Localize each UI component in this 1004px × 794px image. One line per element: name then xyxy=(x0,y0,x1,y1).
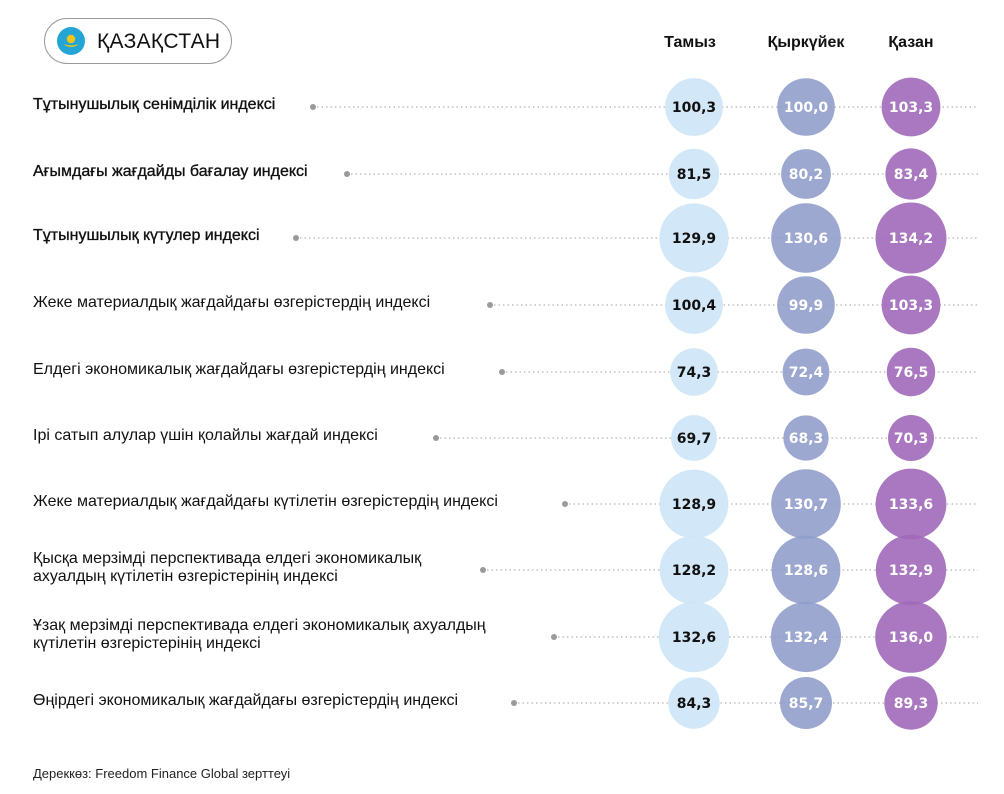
row-label-line: Елдегі экономикалық жағдайдағы өзгерістердің индексі xyxy=(33,361,445,378)
row-label-line: Ағымдағы жағдайды бағалау индексі xyxy=(33,163,308,180)
row-marker-dot xyxy=(562,501,568,507)
bubble-value-label: 76,5 xyxy=(893,365,929,381)
bubble-value-label: 133,6 xyxy=(888,497,934,513)
bubble-value-label: 69,7 xyxy=(676,431,712,447)
row-label-line: Жеке материалдық жағдайдағы өзгерістердің индексі xyxy=(33,294,431,311)
bubble-value-label: 128,6 xyxy=(783,563,829,579)
bubble-value-label: 103,3 xyxy=(888,100,934,116)
country-name: ҚАЗАҚСТАН xyxy=(97,30,221,53)
row-label xyxy=(33,617,486,653)
row-label-line: Тұтынушылық күтулер индексі xyxy=(33,227,260,244)
row-label-line: күтілетін өзгерістерінің индексі xyxy=(33,635,261,652)
row-label xyxy=(33,493,498,511)
bubble-value-label: 136,0 xyxy=(888,630,934,646)
row-label xyxy=(33,361,445,379)
row-label-line: Өңірдегі экономикалық жағдайдағы өзгерістердің индексі xyxy=(33,692,459,709)
row-label xyxy=(33,692,458,710)
row-marker-dot xyxy=(310,104,316,110)
row-label-line: Тұтынушылық сенімділік индексі xyxy=(33,96,276,113)
row-marker-dot xyxy=(511,700,517,706)
row-label-line: Ірі сатып алулар үшін қолайлы жағдай индексі xyxy=(33,427,378,444)
bubble-value-label: 128,2 xyxy=(671,563,717,579)
row-label-line: Ұзақ мерзімді перспективада елдегі экономикалық ахуалдың xyxy=(33,617,486,634)
row-label xyxy=(33,227,260,245)
bubble-value-label: 132,4 xyxy=(783,630,829,646)
bubble-value-label: 128,9 xyxy=(671,497,717,513)
bubble-value-label: 99,9 xyxy=(788,298,824,314)
row-marker-dot xyxy=(293,235,299,241)
bubble-value-label: 129,9 xyxy=(671,231,717,247)
row-label-line: Жеке материалдық жағдайдағы күтілетін өзгерістердің индексі xyxy=(33,493,498,510)
row-marker-dot xyxy=(344,171,350,177)
bubble-value-label: 72,4 xyxy=(788,365,824,381)
row-label xyxy=(33,294,430,312)
bubble-value-label: 85,7 xyxy=(788,696,824,712)
bubble-value-label: 100,0 xyxy=(783,100,829,116)
bubble-value-label: 80,2 xyxy=(788,167,824,183)
bubble-value-label: 83,4 xyxy=(893,167,929,183)
row-marker-dot xyxy=(433,435,439,441)
row-marker-dot xyxy=(487,302,493,308)
column-header-october: Қазан xyxy=(888,34,934,51)
bubble-value-label: 134,2 xyxy=(888,231,934,247)
row-label xyxy=(33,96,275,114)
bubble-value-label: 74,3 xyxy=(676,365,712,381)
row-marker-dot xyxy=(551,634,557,640)
bubble-value-label: 68,3 xyxy=(788,431,824,447)
row-label xyxy=(33,163,308,181)
row-label xyxy=(33,550,421,586)
bubble-value-label: 84,3 xyxy=(676,696,712,712)
row-label-line: ахуалдың күтілетін өзгерістерінің индексі xyxy=(33,568,338,585)
bubble-value-label: 132,6 xyxy=(671,630,717,646)
bubble-value-label: 130,6 xyxy=(783,231,829,247)
bubble-value-label: 130,7 xyxy=(783,497,829,513)
bubble-value-label: 100,3 xyxy=(671,100,717,116)
row-marker-dot xyxy=(499,369,505,375)
source-note: Дереккөз: Freedom Finance Global зерттеуі xyxy=(33,766,291,781)
column-header-september: Қыркүйек xyxy=(767,34,845,51)
bubble-value-label: 70,3 xyxy=(893,431,929,447)
bubble-value-label: 132,9 xyxy=(888,563,934,579)
row-marker-dot xyxy=(480,567,486,573)
bubble-value-label: 103,3 xyxy=(888,298,934,314)
bubble-value-label: 81,5 xyxy=(676,167,712,183)
column-header-august: Тамыз xyxy=(664,34,716,51)
row-label-line: Қысқа мерзімді перспективада елдегі экономикалық xyxy=(33,550,422,567)
bubble-value-label: 100,4 xyxy=(671,298,717,314)
row-label xyxy=(33,427,378,445)
bubble-value-label: 89,3 xyxy=(893,696,929,712)
